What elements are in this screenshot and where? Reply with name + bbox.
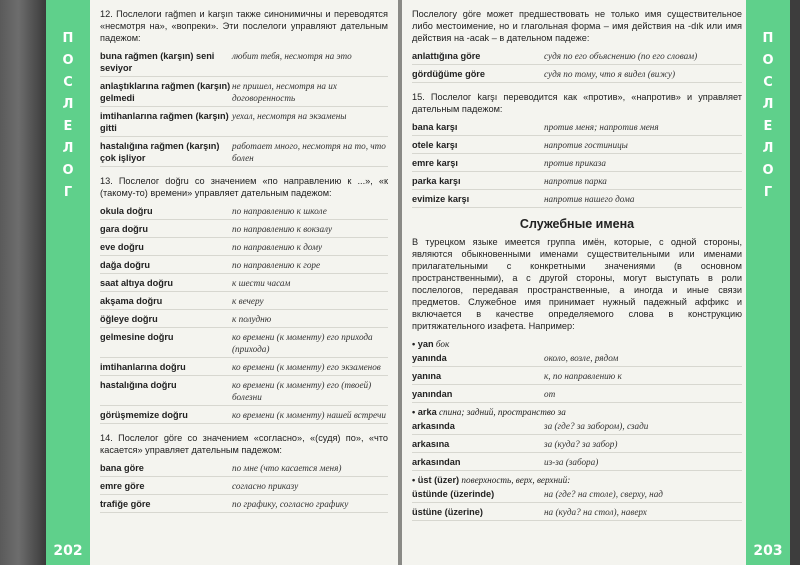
tab-letter: О — [62, 163, 74, 178]
turkish-phrase: evimize karşı — [412, 194, 470, 204]
left-page-number: 202 — [53, 543, 83, 559]
row-divider — [412, 171, 742, 172]
turkish-phrase: bana karşı — [412, 122, 458, 132]
example-row — [412, 388, 742, 400]
right-page-content — [412, 8, 742, 524]
row-divider — [412, 82, 742, 83]
tab-letter: Л — [62, 97, 74, 112]
row-divider — [100, 106, 388, 107]
row-divider — [100, 405, 388, 406]
row-divider — [100, 166, 388, 167]
paragraph-service-names: В турецком языке имеется группа имён, которые, с одной стороны, являются обыкновенными именами существительными или именами прилагательными с конкретными значениями (в основном пространственными), а с другой стороны, могут выступать в роли послелогов, передавая пространственные, а иногда и иные связи предметов. Служебное имя принимает нужный падежный аффикс и включается в качестве определяемого слова в конструкцию притяжательного изафета. Например: — [412, 237, 742, 331]
russian-translation: напротив парка — [544, 176, 607, 186]
row-divider — [100, 423, 388, 424]
russian-translation: к, по направлению к — [544, 371, 622, 381]
row-divider — [412, 502, 742, 503]
row-divider — [100, 291, 388, 292]
example-row — [100, 462, 388, 474]
left-tab-vertical-title — [46, 28, 90, 204]
turkish-phrase: anlaştıklarına rağmen (karşın) gelmedi — [100, 81, 231, 103]
subheading-arka-word: • arka — [412, 407, 437, 417]
turkish-phrase: trafiğe göre — [100, 499, 151, 509]
left-page-content — [100, 8, 388, 516]
example-row — [100, 110, 388, 134]
example-row — [100, 498, 388, 510]
russian-translation: ко времени (к моменту) его (твоей) болезни — [232, 380, 372, 402]
subheading-ust — [412, 474, 742, 486]
book-edge-right — [790, 0, 800, 565]
example-row — [412, 157, 742, 169]
tab-letter: Л — [62, 141, 74, 156]
turkish-phrase: arkasında — [412, 421, 455, 431]
turkish-phrase: yanında — [412, 353, 447, 363]
paragraph-12: 12. Послелоги rağmen и karşın также синонимичны и переводятся «несмотря на», «вопреки». Эти послелоги управляют дательным падежом: — [100, 9, 388, 43]
russian-translation: из-за (забора) — [544, 457, 599, 467]
example-row — [412, 370, 742, 382]
russian-translation: по направлению к вокзалу — [232, 224, 333, 234]
examples-13 — [100, 205, 388, 424]
russian-translation: судя по тому, что я видел (вижу) — [544, 69, 676, 79]
russian-translation: не пришел, несмотря на их договоренность — [232, 81, 337, 103]
example-row — [100, 80, 388, 104]
example-row — [412, 420, 742, 432]
example-row — [412, 139, 742, 151]
turkish-phrase: akşama doğru — [100, 296, 163, 306]
example-row — [100, 409, 388, 421]
turkish-phrase: hastalığına rağmen (karşın) çok işliyor — [100, 141, 220, 163]
examples-ust — [412, 488, 742, 521]
turkish-phrase: üstünde (üzerinde) — [412, 489, 495, 499]
russian-translation: по направлению к горе — [232, 260, 321, 270]
example-row — [100, 277, 388, 289]
russian-translation: ко времени (к моменту) его экзаменов — [232, 362, 381, 372]
russian-translation: к полудню — [232, 314, 272, 324]
subheading-yan-word: • yan — [412, 339, 434, 349]
turkish-phrase: bana göre — [100, 463, 144, 473]
russian-translation: ко времени (к моменту) его прихода (прихода) — [232, 332, 373, 354]
turkish-phrase: imtihanlarına doğru — [100, 362, 186, 372]
paragraph-13: 13. Послелог doğru со значением «по направлению к ...», «к (такому-то) времени» управляет дательным падежом: — [100, 176, 388, 198]
row-divider — [100, 512, 388, 513]
example-row — [412, 488, 742, 500]
example-row — [100, 379, 388, 403]
row-divider — [100, 309, 388, 310]
turkish-phrase: anlattığına göre — [412, 51, 481, 61]
row-divider — [412, 384, 742, 385]
turkish-phrase: yanına — [412, 371, 442, 381]
russian-translation: за (куда? за забор) — [544, 439, 618, 449]
row-divider — [100, 219, 388, 220]
examples-yan — [412, 352, 742, 403]
tab-letter: П — [762, 31, 774, 46]
tab-letter: С — [763, 75, 773, 90]
tab-letter: О — [762, 53, 774, 68]
example-row — [100, 313, 388, 325]
russian-translation: против меня; напротив меня — [544, 122, 659, 132]
russian-translation: напротив гостиницы — [544, 140, 628, 150]
example-row — [412, 193, 742, 205]
tab-letter: О — [762, 163, 774, 178]
example-row — [412, 175, 742, 187]
row-divider — [412, 402, 742, 403]
tab-letter: Г — [63, 185, 73, 200]
examples-12 — [100, 50, 388, 167]
tab-letter: С — [63, 75, 73, 90]
example-row — [100, 205, 388, 217]
row-divider — [100, 375, 388, 376]
tab-letter: Е — [63, 119, 73, 134]
turkish-phrase: gara doğru — [100, 224, 148, 234]
right-page — [402, 0, 790, 565]
russian-translation: против приказа — [544, 158, 606, 168]
example-row — [100, 361, 388, 373]
subheading-yan — [412, 338, 742, 350]
example-row — [100, 295, 388, 307]
example-row — [100, 331, 388, 355]
turkish-phrase: dağa doğru — [100, 260, 151, 270]
example-row — [412, 456, 742, 468]
row-divider — [100, 476, 388, 477]
row-divider — [100, 76, 388, 77]
russian-translation: любит тебя, несмотря на это — [232, 51, 352, 61]
subheading-arka-gloss: спина; задний, пространство за — [438, 407, 566, 417]
subheading-yan-gloss: бок — [435, 339, 450, 349]
tab-letter: Л — [762, 141, 774, 156]
turkish-phrase: görüşmemize doğru — [100, 410, 188, 420]
example-row — [412, 438, 742, 450]
row-divider — [100, 136, 388, 137]
row-divider — [100, 494, 388, 495]
right-section-tab — [746, 0, 790, 565]
example-row — [100, 223, 388, 235]
russian-translation: на (куда? на стол), наверх — [544, 507, 647, 517]
turkish-phrase: okula doğru — [100, 206, 153, 216]
russian-translation: судя по его объяснению (по его словам) — [544, 51, 698, 61]
example-row — [100, 259, 388, 271]
tab-letter: Л — [762, 97, 774, 112]
russian-translation: по направлению к школе — [232, 206, 327, 216]
subheading-arka — [412, 406, 742, 418]
russian-translation: за (где? за забором), сзади — [544, 421, 649, 431]
tab-letter: Е — [763, 119, 773, 134]
row-divider — [100, 237, 388, 238]
turkish-phrase: emre göre — [100, 481, 145, 491]
examples-15 — [412, 121, 742, 208]
row-divider — [412, 470, 742, 471]
turkish-phrase: gördüğüme göre — [412, 69, 485, 79]
examples-arka — [412, 420, 742, 471]
turkish-phrase: üstüne (üzerine) — [412, 507, 483, 517]
row-divider — [412, 452, 742, 453]
russian-translation: напротив нашего дома — [544, 194, 635, 204]
russian-translation: по графику, согласно графику — [232, 499, 349, 509]
russian-translation: к вечеру — [232, 296, 264, 306]
russian-translation: работает много, несмотря на то, что болен — [232, 141, 386, 163]
left-page — [46, 0, 398, 565]
turkish-phrase: imtihanlarına rağmen (karşın) gitti — [100, 111, 229, 133]
section-heading: Служебные имена — [519, 217, 635, 231]
left-section-tab — [46, 0, 90, 565]
book-edge-left — [0, 0, 46, 565]
turkish-phrase: öğleye doğru — [100, 314, 158, 324]
russian-translation: от — [544, 389, 556, 399]
example-row — [100, 50, 388, 74]
turkish-phrase: emre karşı — [412, 158, 458, 168]
russian-translation: уехал, несмотря на экзамены — [232, 111, 347, 121]
example-row — [100, 140, 388, 164]
row-divider — [100, 273, 388, 274]
paragraph-intro: Послелогу göre может предшествовать не только имя существительное либо местоимение, но и глагольная форма – имя действия на -dık или имя действия на -acak – в дательном падеже: — [412, 9, 742, 43]
row-divider — [412, 189, 742, 190]
row-divider — [100, 255, 388, 256]
right-tab-vertical-title — [746, 28, 790, 204]
russian-translation: по направлению к дому — [232, 242, 323, 252]
subheading-ust-gloss: поверхность, верх, верхний: — [461, 475, 571, 485]
row-divider — [412, 366, 742, 367]
row-divider — [100, 327, 388, 328]
turkish-phrase: arkasına — [412, 439, 450, 449]
row-divider — [100, 357, 388, 358]
turkish-phrase: arkasından — [412, 457, 461, 467]
russian-translation: около, возле, рядом — [544, 353, 619, 363]
examples-14 — [100, 462, 388, 513]
paragraph-15: 15. Послелог karşı переводится как «против», «напротив» и управляет дательным падежом: — [412, 92, 742, 114]
turkish-phrase: eve doğru — [100, 242, 144, 252]
subheading-ust-word: • üst (üzer) — [412, 475, 460, 485]
turkish-phrase: yanından — [412, 389, 453, 399]
row-divider — [412, 153, 742, 154]
turkish-phrase: otele karşı — [412, 140, 458, 150]
example-row — [412, 121, 742, 133]
tab-letter: Г — [763, 185, 773, 200]
turkish-phrase: saat altıya doğru — [100, 278, 174, 288]
row-divider — [412, 520, 742, 521]
row-divider — [412, 207, 742, 208]
right-page-number: 203 — [753, 543, 783, 559]
turkish-phrase: gelmesine doğru — [100, 332, 174, 342]
examples-intro — [412, 50, 742, 83]
example-row — [100, 480, 388, 492]
example-row — [412, 68, 742, 80]
row-divider — [412, 135, 742, 136]
russian-translation: согласно приказу — [232, 481, 299, 491]
russian-translation: на (где? на столе), сверху, над — [544, 489, 663, 499]
example-row — [412, 506, 742, 518]
russian-translation: по мне (что касается меня) — [232, 463, 342, 473]
tab-letter: О — [62, 53, 74, 68]
turkish-phrase: hastalığına doğru — [100, 380, 177, 390]
turkish-phrase: buna rağmen (karşın) seni seviyor — [100, 51, 215, 73]
turkish-phrase: parka karşı — [412, 176, 461, 186]
paragraph-14: 14. Послелог göre со значением «согласно», «(судя) по», «что касается» управляет дательным падежом: — [100, 433, 388, 455]
russian-translation: ко времени (к моменту) нашей встречи — [232, 410, 386, 420]
example-row — [412, 50, 742, 62]
row-divider — [412, 434, 742, 435]
russian-translation: к шести часам — [232, 278, 291, 288]
row-divider — [412, 64, 742, 65]
example-row — [412, 352, 742, 364]
tab-letter: П — [62, 31, 74, 46]
example-row — [100, 241, 388, 253]
